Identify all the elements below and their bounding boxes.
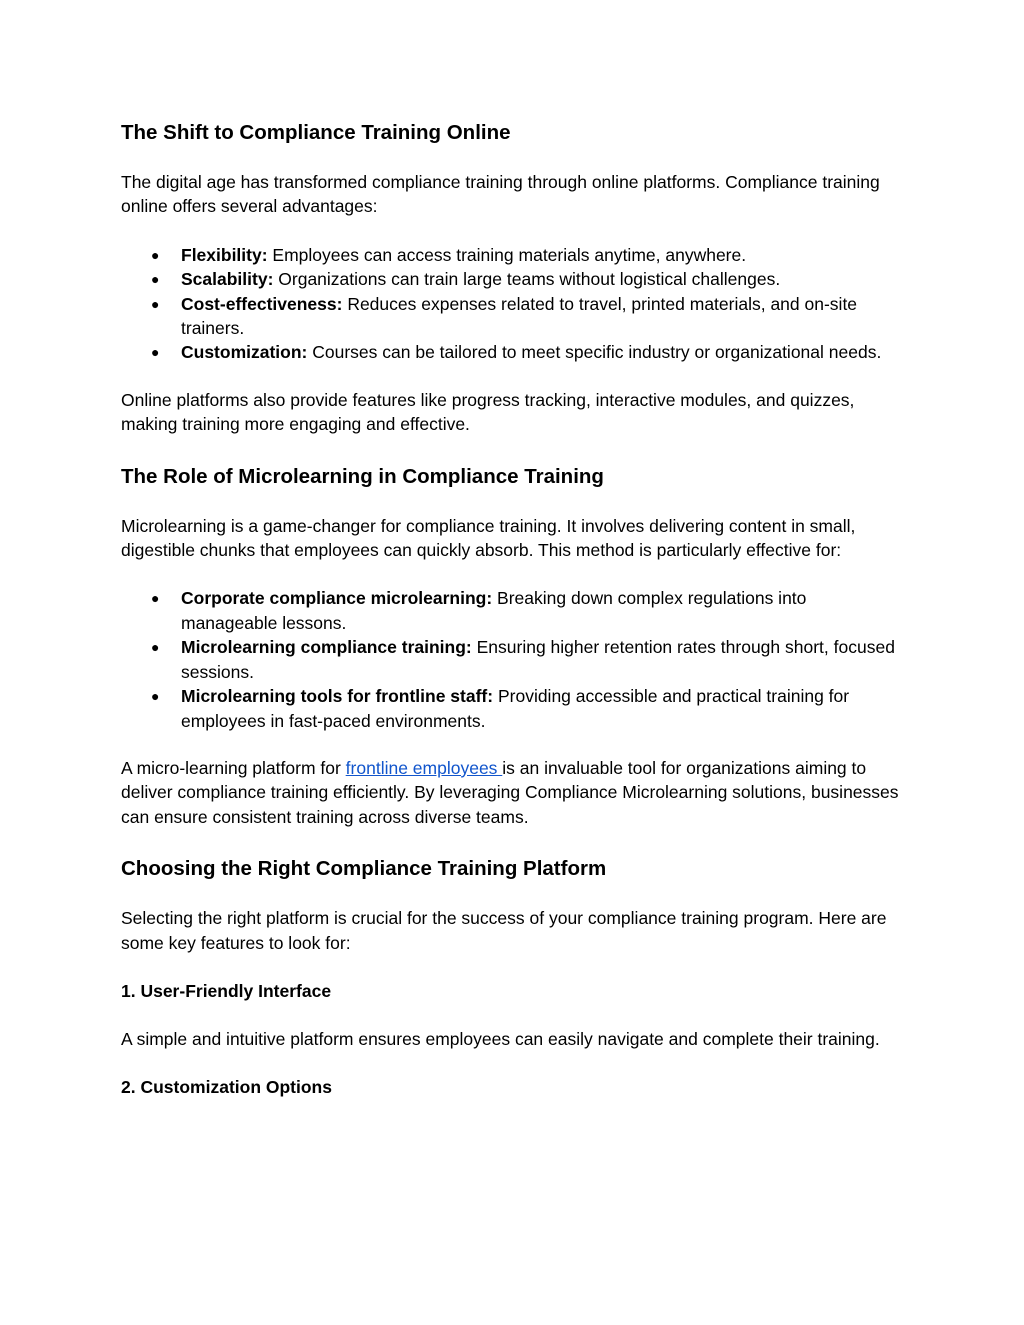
subheading-customization: 2. Customization Options [121,1077,332,1098]
bullet-icon: ● [151,271,160,288]
section-heading-choosing-platform: Choosing the Right Compliance Training Platform [121,857,607,881]
paragraph-online-intro: The digital age has transformed compliance training through online platforms. Compliance training online offers several advantages: [121,172,880,217]
paragraph-microlearning-intro: Microlearning is a game-changer for compliance training. It involves delivering content in small, digestible chunks that employees can quickly absorb. This method is particularly effective for: [121,515,856,561]
paragraph-text: is an invaluable tool for organizations aiming to deliver compliance training efficiently. By leveraging Compliance Microlearning solutions, businesses can ensure consistent training across diverse teams. [121,757,899,827]
bullet-icon: ● [151,639,160,656]
frontline-employees-link[interactable]: frontline employees [345,757,503,778]
paragraph-text: A micro-learning platform for [121,757,346,778]
bullet-icon: ● [151,295,160,312]
list-item-term: Flexibility: [181,244,268,265]
section-heading-microlearning: The Role of Microlearning in Compliance Training [121,464,604,488]
paragraph-online-closing: Online platforms also provide features like progress tracking, interactive modules, and quizzes, making training more engaging and effective. [121,389,855,435]
section-heading-online-training: The Shift to Compliance Training Online [121,121,511,144]
list-item-term: Customization: [181,342,308,363]
list-item [121,684,904,733]
list-item-text: Reduces expenses related to travel, printed materials, and on-site trainers. [181,293,858,339]
list-item [121,586,904,635]
bullet-icon: ● [151,688,160,705]
list-item-term: Microlearning compliance training: [181,637,472,658]
list-item-text: Organizations can train large teams without logistical challenges. [273,269,781,290]
list-item [121,243,904,267]
paragraph-choosing-intro: Selecting the right platform is crucial for the success of your compliance training program. Here are some key features to look for: [121,908,887,953]
bullet-icon: ● [151,246,160,263]
list-item [121,267,904,291]
bullet-list-advantages [121,243,904,365]
list-item-text: Providing accessible and practical training for employees in fast-paced environments. [181,686,850,731]
bullet-icon: ● [151,344,160,361]
list-item-text: Courses can be tailored to meet specific industry or organizational needs. [307,342,882,363]
bullet-icon: ● [151,590,160,607]
list-item-term: Microlearning tools for frontline staff: [181,686,494,707]
bullet-list-microlearning [121,586,904,732]
subheading-user-friendly: 1. User-Friendly Interface [121,980,332,1001]
list-item-term: Scalability: [181,269,274,290]
list-item-text: Breaking down complex regulations into manageable lessons. [181,588,807,633]
list-item [121,340,904,364]
list-item-term: Cost-effectiveness: [181,293,343,314]
list-item-text: Ensuring higher retention rates through short, focused sessions. [181,637,895,682]
paragraph-microlearning-closing [121,756,904,829]
list-item [121,292,904,341]
list-item-text: Employees can access training materials anytime, anywhere. [267,244,747,265]
list-item-term: Corporate compliance microlearning: [181,588,493,609]
paragraph-user-friendly: A simple and intuitive platform ensures employees can easily navigate and complete their training. [121,1028,880,1049]
list-item [121,635,904,684]
